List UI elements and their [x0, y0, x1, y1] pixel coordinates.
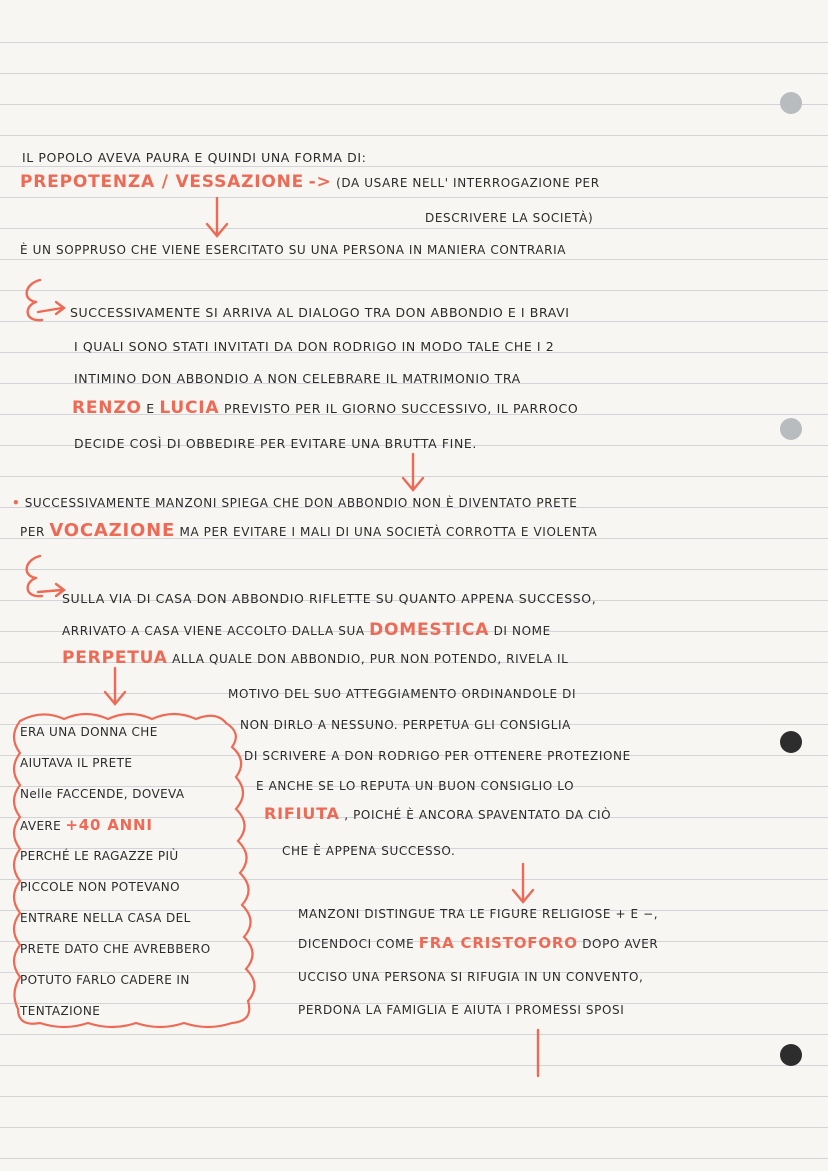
text-line — [20, 174, 600, 191]
cloud-line: PICCOLE NON POTEVANO — [20, 880, 180, 894]
text-fragment: DI NOME — [493, 624, 551, 638]
highlight-perpetua: PERPETUA — [62, 648, 168, 668]
text-line: PERDONA LA FAMIGLIA E AIUTA I PROMESSI SPOSI — [298, 1003, 625, 1017]
text-line: I QUALI SONO STATI INVITATI DA DON RODRIGO IN MODO TALE CHE I 2 — [74, 339, 555, 354]
text-fragment: , POICHÉ È ANCORA SPAVENTATO DA CIÒ — [344, 808, 612, 822]
text-fragment: AVERE — [20, 819, 62, 833]
text-line — [72, 400, 578, 417]
cloud-line: PERCHÉ LE RAGAZZE PIÙ — [20, 849, 179, 863]
binder-hole — [780, 731, 802, 753]
text-fragment: SUCCESSIVAMENTE MANZONI SPIEGA CHE DON ABBONDIO NON È DIVENTATO PRETE — [24, 496, 578, 510]
text-line: MOTIVO DEL SUO ATTEGGIAMENTO ORDINANDOLE DI — [228, 687, 577, 701]
text-line: DESCRIVERE LA SOCIETÀ) — [425, 211, 594, 225]
connector-line — [528, 1028, 548, 1080]
text-line — [298, 935, 658, 952]
text-fragment: PREVISTO PER IL GIORNO SUCCESSIVO, IL PARROCO — [223, 401, 579, 416]
binder-hole — [780, 1044, 802, 1066]
cloud-line: AIUTAVA IL PRETE — [20, 756, 133, 770]
text-line: SULLA VIA DI CASA DON ABBONDIO RIFLETTE SU QUANTO APPENA SUCCESSO, — [62, 591, 597, 606]
arrow-right: -> — [308, 172, 332, 192]
cloud-line: POTUTO FARLO CADERE IN — [20, 973, 190, 987]
text-line — [62, 650, 568, 667]
text-fragment: PER — [20, 525, 45, 539]
cloud-line: TENTAZIONE — [20, 1004, 101, 1018]
conjunction: E — [146, 401, 155, 416]
arrow-down-icon — [508, 862, 538, 908]
text-line — [20, 520, 598, 541]
text-line: CHE È APPENA SUCCESSO. — [282, 844, 456, 858]
text-fragment: ALLA QUALE DON ABBONDIO, PUR NON POTENDO, RIVELA IL — [172, 652, 569, 666]
text-line: E ANCHE SE LO REPUTA UN BUON CONSIGLIO LO — [256, 779, 575, 793]
text-line: NON DIRLO A NESSUNO. PERPETUA GLI CONSIGLIA — [240, 718, 571, 732]
text-line: MANZONI DISTINGUE TRA LE FIGURE RELIGIOSE + E −, — [298, 907, 659, 921]
highlight-prepotenza: PREPOTENZA / VESSAZIONE — [20, 172, 305, 192]
text-fragment: DOPO AVER — [582, 937, 659, 951]
cloud-line: ERA UNA DONNA CHE — [20, 725, 158, 739]
highlight-domestica: DOMESTICA — [369, 620, 490, 640]
highlight-age: +40 ANNI — [65, 816, 153, 834]
text-line: È UN SOPPRUSO CHE VIENE ESERCITATO SU UNA PERSONA IN MANIERA CONTRARIA — [20, 243, 567, 257]
highlight-lucia: LUCIA — [159, 398, 220, 418]
text-fragment: DICENDOCI COME — [298, 937, 415, 951]
binder-hole — [780, 92, 802, 114]
text-line: IL POPOLO AVEVA PAURA E QUINDI UNA FORMA DI: — [22, 150, 367, 165]
text-line — [264, 806, 611, 823]
text-line — [12, 495, 577, 511]
note: (DA USARE NELL' INTERROGAZIONE PER — [336, 176, 600, 190]
curved-arrow-icon — [18, 276, 68, 328]
cloud-line: PRETE DATO CHE AVREBBERO — [20, 942, 211, 956]
cloud-note — [12, 711, 262, 1029]
text-fragment: MA PER EVITARE I MALI DI UNA SOCIETÀ CORROTTA E VIOLENTA — [179, 525, 598, 539]
arrow-down-icon — [100, 666, 130, 710]
text-line: INTIMINO DON ABBONDIO A NON CELEBRARE IL MATRIMONIO TRA — [74, 371, 521, 386]
text-line: DI SCRIVERE A DON RODRIGO PER OTTENERE PROTEZIONE — [244, 749, 631, 763]
binder-hole — [780, 418, 802, 440]
curved-arrow-icon — [18, 552, 68, 608]
text-line — [62, 622, 551, 639]
arrow-down-icon — [398, 452, 428, 496]
arrow-down-icon — [202, 196, 232, 242]
bullet-icon: • — [12, 496, 21, 510]
highlight-rifiuta: RIFIUTA — [264, 804, 340, 823]
cloud-text — [20, 717, 256, 1027]
cloud-line: Nelle FACCENDE, DOVEVA — [20, 787, 185, 801]
text-line: SUCCESSIVAMENTE SI ARRIVA AL DIALOGO TRA DON ABBONDIO E I BRAVI — [70, 305, 570, 320]
text-fragment: ARRIVATO A CASA VIENE ACCOLTO DALLA SUA — [62, 624, 365, 638]
highlight-fra-cristoforo: FRA CRISTOFORO — [418, 934, 578, 952]
cloud-line — [20, 810, 256, 841]
cloud-line: ENTRARE NELLA CASA DEL — [20, 911, 191, 925]
text-line: UCCISO UNA PERSONA SI RIFUGIA IN UN CONVENTO, — [298, 970, 644, 984]
highlight-renzo: RENZO — [72, 398, 142, 418]
highlight-vocazione: VOCAZIONE — [49, 520, 176, 541]
text-line: DECIDE COSÌ DI OBBEDIRE PER EVITARE UNA BRUTTA FINE. — [74, 436, 477, 451]
